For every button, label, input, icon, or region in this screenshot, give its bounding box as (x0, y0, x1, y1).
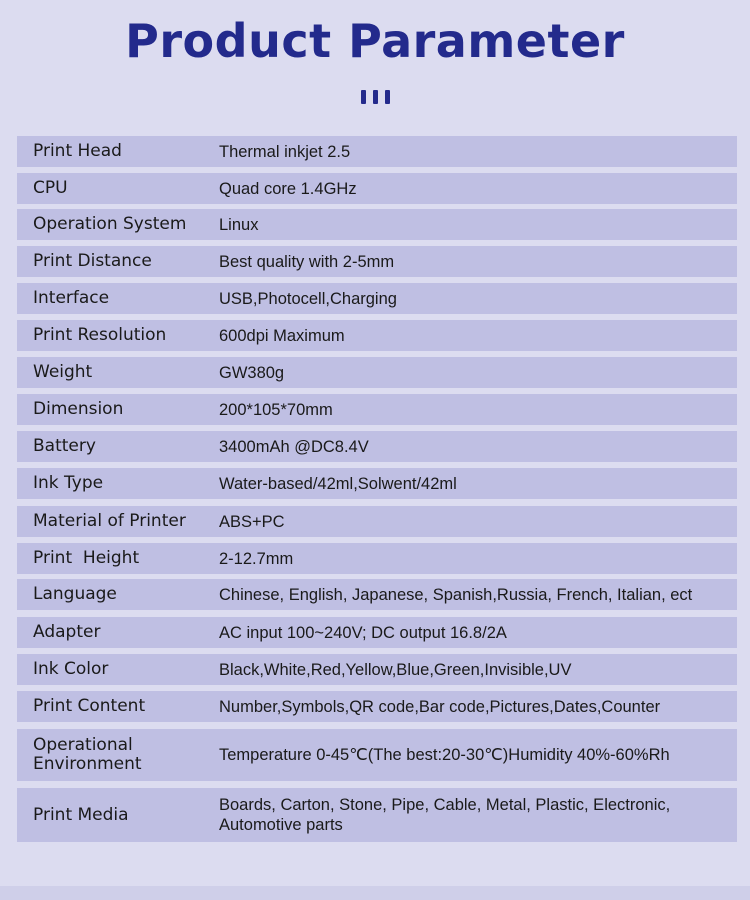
row-value: ABS+PC (219, 512, 285, 531)
table-row (17, 654, 737, 685)
row-value: 2-12.7mm (219, 549, 294, 568)
row-label: Print Resolution (33, 325, 167, 345)
row-label: Print Head (33, 141, 122, 161)
table-row (17, 617, 737, 648)
bottom-band (0, 886, 750, 900)
row-value: 200*105*70mm (219, 400, 333, 419)
row-label: Battery (33, 436, 96, 456)
row-label: Print Media (33, 804, 129, 825)
page-title: Product Parameter (125, 14, 625, 68)
row-value: Temperature 0-45℃(The best:20-30℃)Humidity 40%-60%Rh (219, 746, 670, 764)
row-label: Operation System (33, 214, 187, 234)
decoration-bar (373, 90, 378, 104)
row-label: Print Content (33, 696, 146, 716)
row-label: Language (33, 584, 117, 604)
row-label: Interface (33, 288, 110, 308)
row-label: Adapter (33, 622, 101, 642)
table-row (17, 579, 737, 610)
row-value: Boards, Carton, Stone, Pipe, Cable, Metal, Plastic, Electronic, Automotive parts (219, 796, 671, 834)
row-value: Number,Symbols,QR code,Bar code,Pictures,Dates,Counter (219, 697, 661, 716)
table-row (17, 173, 737, 204)
row-label: Material of Printer (33, 511, 186, 531)
row-label: Print Distance (33, 251, 152, 271)
table-row (17, 729, 737, 781)
table-row (17, 506, 737, 537)
row-label: Operational Environment (33, 735, 142, 774)
table-row (17, 209, 737, 240)
row-label: Weight (33, 362, 93, 382)
row-value: Best quality with 2-5mm (219, 252, 395, 271)
table-row (17, 468, 737, 499)
row-value: GW380g (219, 363, 285, 382)
table-row (17, 543, 737, 574)
row-value: USB,Photocell,Charging (219, 289, 397, 308)
row-value: Black,White,Red,Yellow,Blue,Green,Invisible,UV (219, 660, 572, 679)
row-label: CPU (33, 178, 68, 198)
row-value: Quad core 1.4GHz (219, 179, 357, 198)
row-value: AC input 100~240V; DC output 16.8/2A (219, 623, 507, 642)
row-value: Water-based/42ml,Solwent/42ml (219, 474, 457, 493)
table-row (17, 691, 737, 722)
table-row (17, 394, 737, 425)
decoration-bar (385, 90, 390, 104)
row-label: Ink Type (33, 473, 104, 493)
table-row (17, 136, 737, 167)
table-row (17, 357, 737, 388)
row-value: Thermal inkjet 2.5 (219, 142, 351, 161)
row-label: Print Height (33, 548, 140, 568)
table-row (17, 788, 737, 842)
row-label: Ink Color (33, 659, 109, 679)
table-row (17, 320, 737, 351)
table-row (17, 283, 737, 314)
title-decoration-bars (0, 90, 750, 104)
table-row (17, 246, 737, 277)
row-value: 3400mAh @DC8.4V (219, 437, 369, 456)
row-value: 600dpi Maximum (219, 326, 345, 345)
decoration-bar (361, 90, 366, 104)
row-label: Dimension (33, 399, 124, 419)
row-value: Linux (219, 215, 259, 234)
table-row (17, 431, 737, 462)
row-value: Chinese, English, Japanese, Spanish,Russia, French, Italian, ect (219, 585, 693, 604)
